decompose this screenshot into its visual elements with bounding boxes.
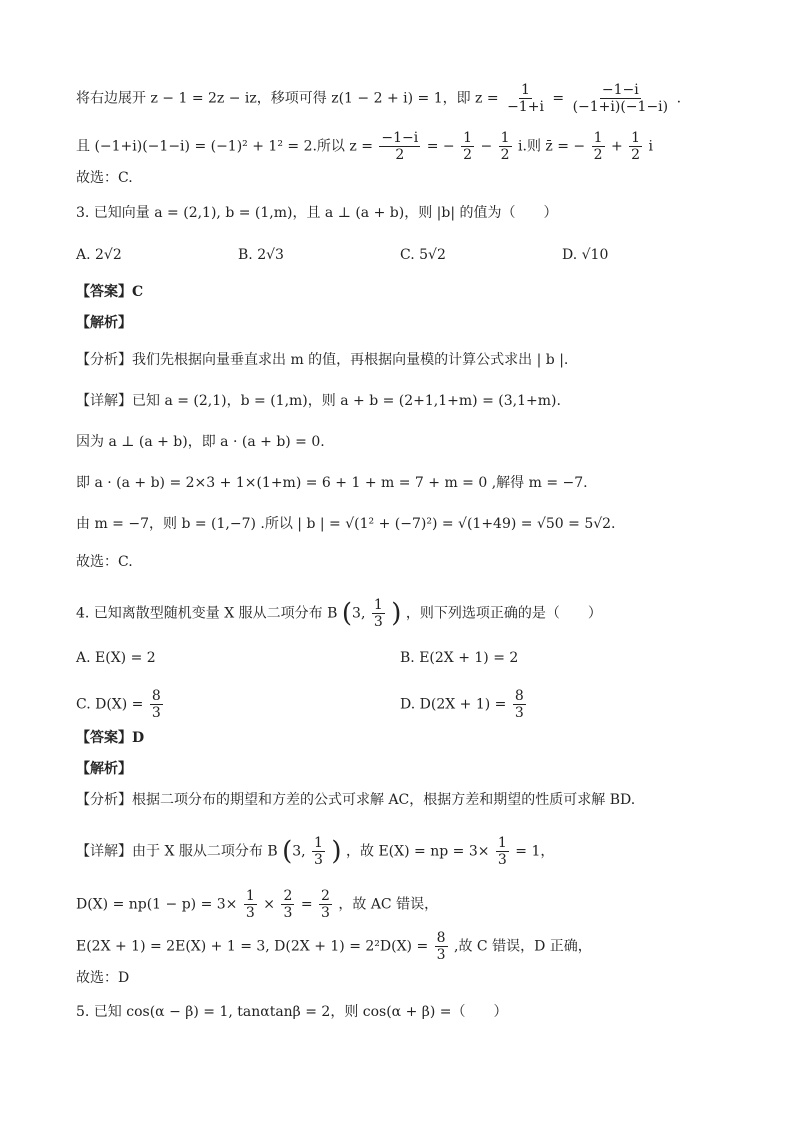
text: 且 (−1+i)(−1−i) = (−1)² + 1² = 2.所以 z = [76, 138, 373, 155]
fraction: $\frac{1}{2}$ [463, 130, 473, 163]
option-a: A. E(X) = 2 [76, 650, 156, 666]
question-5: 5. 已知 cos(α − β) = 1, tanαtanβ = 2，则 cos(α + β) =（ ） [76, 1004, 508, 1020]
text: i.则 z̄ = − [518, 138, 586, 155]
fraction: $\frac{-1-i}{(-1+i)(-1-i)}$ [572, 82, 669, 115]
text: ，故 E(X) = np = 3× [346, 843, 490, 860]
text: × [263, 896, 275, 913]
text: C. D(X) = [76, 696, 144, 713]
paren: ) [331, 836, 342, 867]
text: + [610, 138, 623, 155]
fraction: $\frac{1}{2}$ [593, 130, 603, 163]
text: D. D(2X + 1) = [400, 696, 507, 713]
paren: ) [391, 598, 402, 629]
text: = [552, 90, 565, 107]
text: D(X) = np(1 − p) = 3× [76, 896, 238, 913]
option-d: D. √10 [562, 247, 609, 263]
text: − [480, 138, 493, 155]
text: . [676, 90, 682, 107]
detail-line-3 [76, 930, 592, 963]
detail-line-4: 由 m = −7，则 b = (1,−7) .所以 | b | = √(1² + (−7)²) = √(1+49) = √50 = 5√2. [76, 516, 616, 532]
detail-line-1: 【详解】已知 a = (2,1)，b = (1,m)，则 a + b = (2+1,1+m) = (3,1+m). [76, 393, 561, 409]
fraction: $\frac{1}{2}$ [500, 130, 510, 163]
conclusion-line: 故选：D [76, 970, 130, 986]
detail-line-1: 【详解】由于 X 服从二项分布 B (3, $\frac{1}{3}$ ) ，故 E(X) = np = 3× $\frac{1}{3}$ = 1， [76, 835, 555, 868]
answer-label: 【答案】D [76, 730, 145, 746]
text: = − [426, 138, 455, 155]
question-4: 4. 已知离散型随机变量 X 服从二项分布 B (3, $\frac{1}{3}$ ) ，则下列选项正确的是（ ） [76, 597, 602, 630]
conclusion-line: 故选：C. [76, 170, 133, 186]
solution-line-1 [76, 82, 681, 115]
analysis-label: 【解析】 [76, 761, 132, 777]
paren: ( [341, 598, 353, 629]
detail-line-3: 即 a · (a + b) = 2×3 + 1×(1+m) = 6 + 1 + m = 7 + m = 0 ,解得 m = −7. [76, 475, 588, 491]
option-d [400, 688, 528, 721]
fraction: $\frac{2}{3}$ [321, 888, 330, 921]
option-c [76, 688, 165, 721]
text: 4. 已知离散型随机变量 X 服从二项分布 B [76, 605, 338, 622]
option-a: A. 2√2 [76, 247, 122, 263]
fraction: $\frac{1}{3}$ [497, 835, 507, 868]
fraction: $\frac{1}{3}$ [373, 597, 383, 630]
fraction: $\frac{1}{2}$ [631, 130, 641, 163]
answer-label: 【答案】C [76, 284, 144, 300]
text: ,故 C 错误，D 正确， [454, 938, 592, 955]
fraction: $\frac{1}{3}$ [245, 888, 255, 921]
text: 将右边展开 z − 1 = 2z − iz，移项可得 z(1 − 2 + i) = 1，即 z = [76, 90, 499, 107]
option-b: B. E(2X + 1) = 2 [400, 650, 519, 666]
option-c: C. 5√2 [400, 247, 446, 263]
text: = [300, 896, 313, 913]
text: E(2X + 1) = 2E(X) + 1 = 3, D(2X + 1) = 2²D(X) = [76, 938, 429, 955]
text: = 1， [515, 843, 555, 860]
analysis-label: 【解析】 [76, 315, 132, 331]
detail-line-2 [76, 888, 438, 921]
fraction: $\frac{1}{3}$ [314, 835, 323, 868]
fraction: $\frac{2}{3}$ [283, 888, 293, 921]
fraction: $\frac{8}{3}$ [151, 688, 161, 721]
option-b: B. 2√3 [238, 247, 284, 263]
solution-line-2 [76, 130, 653, 163]
text: ，故 AC 错误， [338, 896, 439, 913]
analysis-line: 【分析】我们先根据向量垂直求出 m 的值，再根据向量模的计算公式求出 | b |. [76, 352, 569, 368]
conclusion-line: 故选：C. [76, 554, 133, 570]
fraction: $\frac{-1-i}{2}$ [381, 130, 419, 163]
question-3: 3. 已知向量 a = (2,1), b = (1,m)，且 a ⊥ (a + b)，则 |b| 的值为（ ） [76, 205, 558, 221]
text: 【详解】由于 X 服从二项分布 B [76, 843, 278, 860]
detail-line-2: 因为 a ⊥ (a + b)，即 a · (a + b) = 0. [76, 434, 325, 450]
fraction: $\frac{8}{3}$ [436, 930, 446, 963]
paren: ( [282, 836, 293, 867]
text: ，则下列选项正确的是（ ） [405, 605, 602, 622]
fraction: $\frac{1}{-1+i}$ [507, 82, 544, 115]
analysis-line: 【分析】根据二项分布的期望和方差的公式可求解 AC，根据方差和期望的性质可求解 BD. [76, 792, 636, 808]
text: i [648, 138, 654, 155]
fraction: $\frac{8}{3}$ [514, 688, 524, 721]
